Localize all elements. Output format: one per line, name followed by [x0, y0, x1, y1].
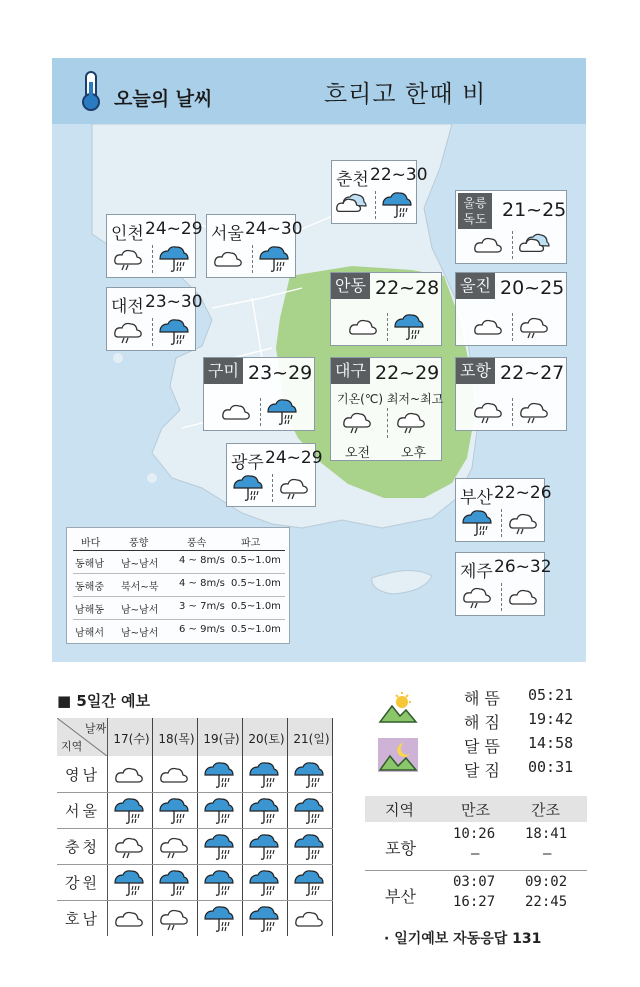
- table-row: [67, 621, 289, 641]
- divider: [375, 191, 376, 219]
- divider: [260, 398, 261, 426]
- city-card: [203, 357, 315, 431]
- city-card: [455, 357, 567, 431]
- corner-region-label: 지역: [61, 740, 83, 753]
- tide-region: 포항: [385, 839, 416, 858]
- sea-cell: 남~남서: [121, 628, 159, 639]
- tide-low-time: 09:02: [525, 874, 568, 890]
- divider: [73, 596, 285, 597]
- tide-low-time: 18:41: [525, 826, 568, 842]
- city-card: [226, 443, 323, 507]
- sea-cell: 북서~북: [121, 582, 159, 593]
- table-row: [67, 598, 289, 618]
- cloud-rain-icon: [461, 583, 493, 615]
- legend-label: 기온(℃) 최저~최고: [337, 392, 444, 406]
- cloud-rain-icon: [158, 905, 190, 937]
- sun-moon-panel: [378, 686, 588, 782]
- moon-icon: [378, 738, 418, 772]
- sea-cell: 4 ~ 8m/s: [179, 555, 225, 566]
- city-temp: 22~28: [375, 277, 440, 299]
- sunrise-time: 05:21: [528, 686, 574, 704]
- city-card: [106, 287, 203, 351]
- rain-cloud-icon: [248, 869, 280, 901]
- divider: [73, 619, 285, 620]
- cloud-rain-icon: [507, 509, 539, 541]
- city-card: [331, 160, 428, 224]
- header-label: 오늘의 날씨: [114, 88, 213, 110]
- rain-cloud-icon: [203, 905, 235, 937]
- sea-cell: 3 ~ 7m/s: [179, 601, 225, 612]
- cloud-icon: [293, 905, 325, 937]
- rain-cloud-icon: [266, 398, 298, 430]
- sea-cell: 동해남: [75, 559, 104, 570]
- forecast-region: 영남: [65, 766, 100, 784]
- forecast-region: 서울: [65, 802, 100, 820]
- city-name: 인천: [111, 224, 144, 244]
- divider: [152, 318, 153, 346]
- city-temp: 26~32: [494, 557, 552, 577]
- rain-cloud-icon: [203, 797, 235, 829]
- rain-cloud-icon: [293, 869, 325, 901]
- cloud-rain-icon: [341, 408, 373, 440]
- city-name: 울릉 독도: [458, 193, 492, 229]
- sea-cell: 4 ~ 8m/s: [179, 578, 225, 589]
- moonset-time: 00:31: [528, 758, 574, 776]
- rain-cloud-icon: [293, 797, 325, 829]
- forecast-day-header: 17(수): [113, 732, 150, 746]
- city-name: 안동: [331, 273, 370, 299]
- city-name: 대구: [331, 358, 370, 384]
- sea-header-direction: 풍향: [129, 538, 149, 549]
- cloud-icon: [158, 761, 190, 793]
- tide-table: [365, 796, 587, 922]
- sea-cell: 남~남서: [121, 605, 159, 616]
- rain-cloud-icon: [248, 833, 280, 865]
- rain-cloud-icon: [158, 245, 190, 277]
- forecast-day-header: 18(목): [158, 732, 195, 746]
- city-name: 대전: [111, 297, 144, 317]
- tide-high-time: 10:26: [453, 826, 496, 842]
- tide-header-region: 지역: [385, 801, 414, 819]
- forecast-region: 호남: [65, 910, 100, 928]
- auto-reply-info: · 일기예보 자동응답 131: [384, 931, 542, 947]
- pm-label: 오후: [401, 446, 427, 461]
- rain-cloud-icon: [248, 905, 280, 937]
- sea-cell: 0.5~1.0m: [231, 624, 281, 635]
- divider: [107, 718, 108, 936]
- city-name: 포항: [456, 358, 495, 384]
- divider: [287, 718, 288, 936]
- sunset-time: 19:42: [528, 710, 574, 728]
- city-name: 춘천: [336, 170, 369, 190]
- rain-cloud-icon: [248, 797, 280, 829]
- divider: [242, 718, 243, 936]
- sea-cell: 6 ~ 9m/s: [179, 624, 225, 635]
- rain-cloud-icon: [258, 245, 290, 277]
- cloud-rain-icon: [395, 408, 427, 440]
- rain-cloud-icon: [293, 761, 325, 793]
- corner-date-label: 날짜: [85, 722, 107, 735]
- divider: [512, 398, 513, 426]
- divider: [387, 408, 388, 438]
- rain-cloud-icon: [158, 318, 190, 350]
- cloud-rain-icon: [472, 398, 504, 430]
- sea-header-area: 바다: [81, 538, 101, 549]
- tide-header: [365, 796, 587, 822]
- rain-cloud-icon: [203, 761, 235, 793]
- cloud-icon: [507, 583, 539, 615]
- tide-low-time: 22:45: [525, 894, 568, 910]
- divider: [57, 792, 333, 793]
- table-row: [67, 575, 289, 595]
- city-name: 광주: [231, 453, 264, 473]
- city-name: 구미: [204, 358, 243, 384]
- tide-header-low: 간조: [531, 801, 560, 819]
- city-temp: 20~25: [500, 277, 565, 299]
- divider: [197, 718, 198, 936]
- cloud-rain-icon: [518, 313, 550, 345]
- tide-high-time: 03:07: [453, 874, 496, 890]
- cloud-icon: [220, 398, 252, 430]
- sea-cell: 동해중: [75, 582, 104, 593]
- divider: [365, 870, 587, 871]
- forecast-title: ■ 5일간 예보: [57, 692, 151, 710]
- cloud-icon: [472, 313, 504, 345]
- divider: [57, 864, 333, 865]
- rain-cloud-icon: [203, 833, 235, 865]
- cloud-rain-icon: [113, 833, 145, 865]
- divider: [73, 573, 285, 574]
- city-temp: 22~30: [370, 165, 428, 185]
- rain-cloud-icon: [113, 869, 145, 901]
- partly-cloudy-icon: [335, 191, 367, 223]
- divider: [57, 828, 333, 829]
- rain-cloud-icon: [393, 313, 425, 345]
- rain-cloud-icon: [293, 833, 325, 865]
- moonset-label: 달 짐: [464, 761, 500, 780]
- rain-cloud-icon: [203, 869, 235, 901]
- sea-cell: 0.5~1.0m: [231, 578, 281, 589]
- city-card: [455, 552, 552, 616]
- tide-low-time: –: [543, 846, 552, 862]
- city-card: [330, 272, 442, 346]
- city-temp: 24~30: [245, 219, 303, 239]
- divider: [73, 550, 285, 551]
- divider: [501, 583, 502, 611]
- divider: [387, 313, 388, 341]
- cloud-icon: [472, 231, 504, 263]
- sea-cell: 0.5~1.0m: [231, 555, 281, 566]
- forecast-region: 충청: [65, 838, 100, 856]
- cloud-rain-icon: [112, 318, 144, 350]
- weather-summary: 흐리고 한때 비: [324, 80, 487, 108]
- tide-region: 부산: [385, 887, 416, 906]
- sunrise-label: 해 뜸: [464, 689, 500, 708]
- divider: [512, 231, 513, 259]
- divider: [57, 900, 333, 901]
- city-card: [455, 478, 552, 542]
- tide-high-time: –: [471, 846, 480, 862]
- sea-table: [66, 527, 290, 644]
- thermometer-icon: [78, 70, 104, 112]
- partly-cloudy-icon: [518, 231, 550, 263]
- city-temp: 22~27: [500, 362, 565, 384]
- cloud-icon: [347, 313, 379, 345]
- city-name: 서울: [211, 224, 244, 244]
- cloud-icon: [113, 761, 145, 793]
- city-temp: 22~29: [375, 362, 440, 384]
- cloud-rain-icon: [278, 474, 310, 506]
- city-name: 부산: [460, 488, 493, 508]
- cloud-rain-icon: [112, 245, 144, 277]
- divider: [332, 718, 333, 936]
- city-card: [455, 190, 567, 264]
- forecast-day-header: 21(일): [293, 732, 330, 746]
- city-card: [106, 214, 203, 278]
- am-label: 오전: [345, 446, 371, 461]
- city-card: [455, 272, 567, 346]
- tide-header-high: 만조: [461, 801, 490, 819]
- forecast-day-header: 19(금): [203, 732, 240, 746]
- divider: [501, 509, 502, 537]
- cloud-icon: [212, 245, 244, 277]
- sea-header-wave: 파고: [241, 538, 261, 549]
- rain-cloud-icon: [158, 869, 190, 901]
- sea-table-header: [67, 534, 289, 548]
- rain-cloud-icon: [158, 797, 190, 829]
- city-name: 제주: [460, 562, 493, 582]
- city-temp: 24~29: [265, 448, 323, 468]
- city-temp: 24~29: [145, 219, 203, 239]
- sea-cell: 남~남서: [121, 559, 159, 570]
- city-temp: 21~25: [502, 199, 567, 221]
- divider: [152, 245, 153, 273]
- divider: [252, 245, 253, 273]
- sea-cell: 남해서: [75, 628, 104, 639]
- city-temp: 22~26: [494, 483, 552, 503]
- city-name: 울진: [456, 273, 495, 299]
- forecast-day-header: 20(토): [248, 732, 285, 746]
- sunset-label: 해 짐: [464, 713, 500, 732]
- divider: [272, 474, 273, 502]
- city-temp: 23~29: [248, 362, 313, 384]
- cloud-rain-icon: [518, 398, 550, 430]
- moonrise-time: 14:58: [528, 734, 574, 752]
- moonrise-label: 달 뜸: [464, 737, 500, 756]
- city-temp: 23~30: [145, 292, 203, 312]
- cloud-rain-icon: [158, 833, 190, 865]
- sea-cell: 남해동: [75, 605, 104, 616]
- rain-cloud-icon: [232, 474, 264, 506]
- sea-cell: 0.5~1.0m: [231, 601, 281, 612]
- divider: [152, 718, 153, 936]
- city-card: [330, 357, 442, 461]
- city-card: [206, 214, 303, 278]
- sunrise-icon: [378, 690, 418, 724]
- divider: [512, 313, 513, 341]
- table-row: [67, 552, 289, 572]
- rain-cloud-icon: [461, 509, 493, 541]
- rain-cloud-icon: [248, 761, 280, 793]
- cloud-icon: [113, 905, 145, 937]
- header-bar: [52, 58, 586, 124]
- tide-high-time: 16:27: [453, 894, 496, 910]
- sea-header-speed: 풍속: [187, 538, 207, 549]
- rain-cloud-icon: [381, 191, 413, 223]
- rain-cloud-icon: [113, 797, 145, 829]
- forecast-region: 강원: [65, 874, 100, 892]
